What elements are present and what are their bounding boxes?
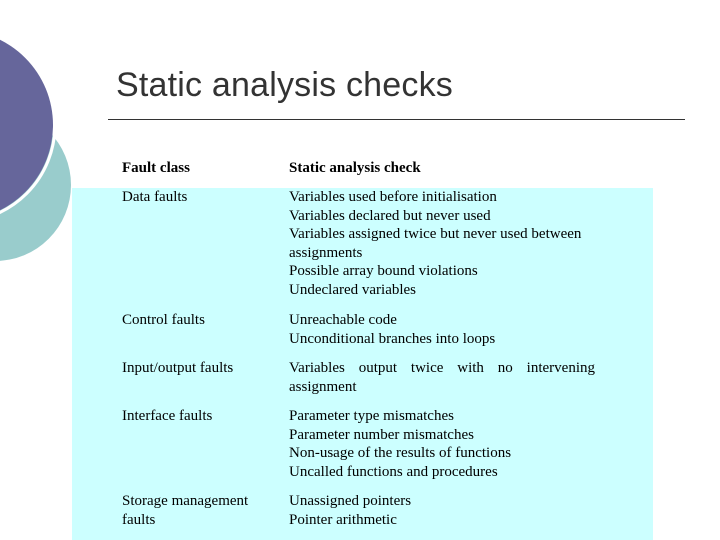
check-item: Variables output twice with no intervening assignment [289,360,595,395]
checks-cell [289,188,595,299]
check-item: Parameter type mismatches [289,408,454,424]
checks-cell [289,407,595,481]
checks-cell [289,311,595,348]
check-item: Undeclared variables [289,281,417,298]
fault-class-cell: Control faults [122,312,205,328]
check-item: Parameter number mismatches [289,426,474,443]
check-item: Unconditional branches into loops [289,330,496,347]
title-divider [108,119,685,120]
header-fault-class: Fault class [122,160,190,176]
check-item: Variables assigned twice but never used between assignments [289,226,582,261]
check-item: Variables used before initialisation [289,189,497,205]
fault-table [72,188,653,540]
check-item: Pointer arithmetic [289,511,397,528]
slide-title: Static analysis checks [116,66,453,104]
fault-class-cell: Storage management faults [122,493,249,528]
checks-cell [289,492,595,529]
fault-class-cell: Data faults [122,189,188,205]
check-item: Non-usage of the results of functions [289,445,512,461]
check-item: Variables declared but never used [289,207,491,224]
table-header [72,156,653,188]
check-item: Possible array bound violations [289,263,478,279]
header-static-analysis-check: Static analysis check [289,160,421,176]
checks-cell [289,359,595,396]
fault-class-cell: Input/output faults [122,360,234,376]
fault-class-cell: Interface faults [122,408,213,424]
check-item: Unassigned pointers [289,493,412,509]
check-item: Unreachable code [289,312,397,328]
check-item: Uncalled functions and procedures [289,463,498,480]
